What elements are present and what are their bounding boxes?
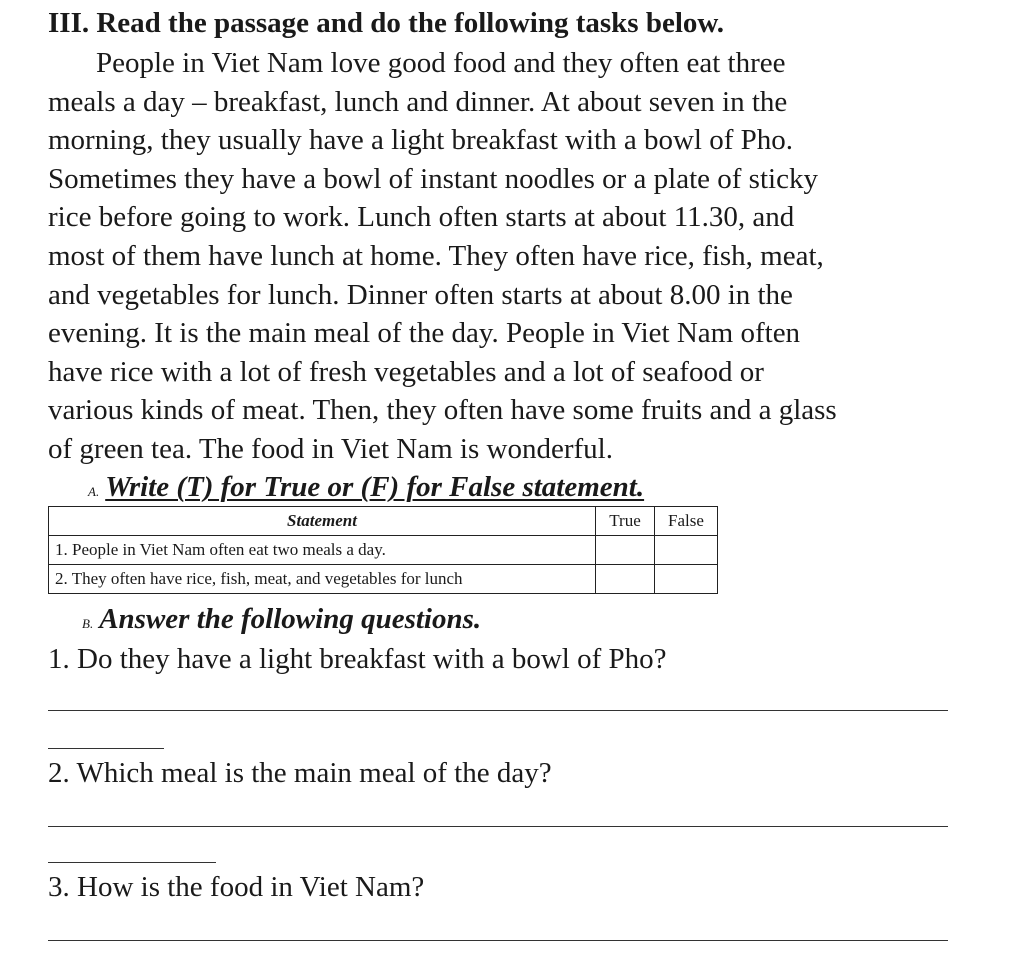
exercise-heading: III. Read the passage and do the following tasks below. xyxy=(48,7,724,39)
section-b-title: Answer the following questions. xyxy=(99,603,482,635)
answer-line-1-continuation[interactable] xyxy=(48,748,164,749)
passage-line: evening. It is the main meal of the day. People in Viet Nam often xyxy=(48,317,801,350)
passage-line: of green tea. The food in Viet Nam is wonderful. xyxy=(48,432,613,465)
passage-line: meals a day – breakfast, lunch and dinner. At about seven in the xyxy=(48,85,788,118)
question-1: 1. Do they have a light breakfast with a bowl of Pho? xyxy=(48,643,667,675)
true-answer-cell[interactable] xyxy=(596,565,655,594)
section-b-letter: B. xyxy=(82,616,94,631)
true-answer-cell[interactable] xyxy=(596,536,655,565)
passage-line: various kinds of meat. Then, they often have some fruits and a glass xyxy=(48,394,837,427)
section-a-title: Write (T) for True or (F) for False statement. xyxy=(105,471,645,503)
passage-line: rice before going to work. Lunch often starts at about 11.30, and xyxy=(48,201,795,234)
section-a-letter: A. xyxy=(88,484,100,499)
answer-line-2[interactable] xyxy=(48,826,948,827)
table-row xyxy=(49,536,718,565)
header-true: True xyxy=(596,507,655,536)
table-header-row xyxy=(49,507,718,536)
question-3: 3. How is the food in Viet Nam? xyxy=(48,871,425,903)
true-false-table xyxy=(48,506,718,594)
passage-line: and vegetables for lunch. Dinner often starts at about 8.00 in the xyxy=(48,278,793,311)
statement-cell: 1. People in Viet Nam often eat two meals a day. xyxy=(49,536,596,565)
header-statement: Statement xyxy=(49,507,596,536)
answer-line-1[interactable] xyxy=(48,710,948,711)
section-b-heading xyxy=(82,600,481,643)
answer-line-3[interactable] xyxy=(48,940,948,941)
section-a-heading xyxy=(88,468,644,511)
statement-cell: 2. They often have rice, fish, meat, and vegetables for lunch xyxy=(49,565,596,594)
false-answer-cell[interactable] xyxy=(655,565,718,594)
passage-line: Sometimes they have a bowl of instant noodles or a plate of sticky xyxy=(48,162,818,195)
passage-line: People in Viet Nam love good food and they often eat three xyxy=(96,47,786,79)
reading-passage xyxy=(48,44,978,469)
passage-line: have rice with a lot of fresh vegetables and a lot of seafood or xyxy=(48,355,764,388)
table-row xyxy=(49,565,718,594)
passage-line: morning, they usually have a light breakfast with a bowl of Pho. xyxy=(48,124,793,157)
question-2: 2. Which meal is the main meal of the day? xyxy=(48,757,552,789)
false-answer-cell[interactable] xyxy=(655,536,718,565)
answer-line-2-continuation[interactable] xyxy=(48,862,216,863)
passage-line: most of them have lunch at home. They often have rice, fish, meat, xyxy=(48,239,824,272)
header-false: False xyxy=(655,507,718,536)
